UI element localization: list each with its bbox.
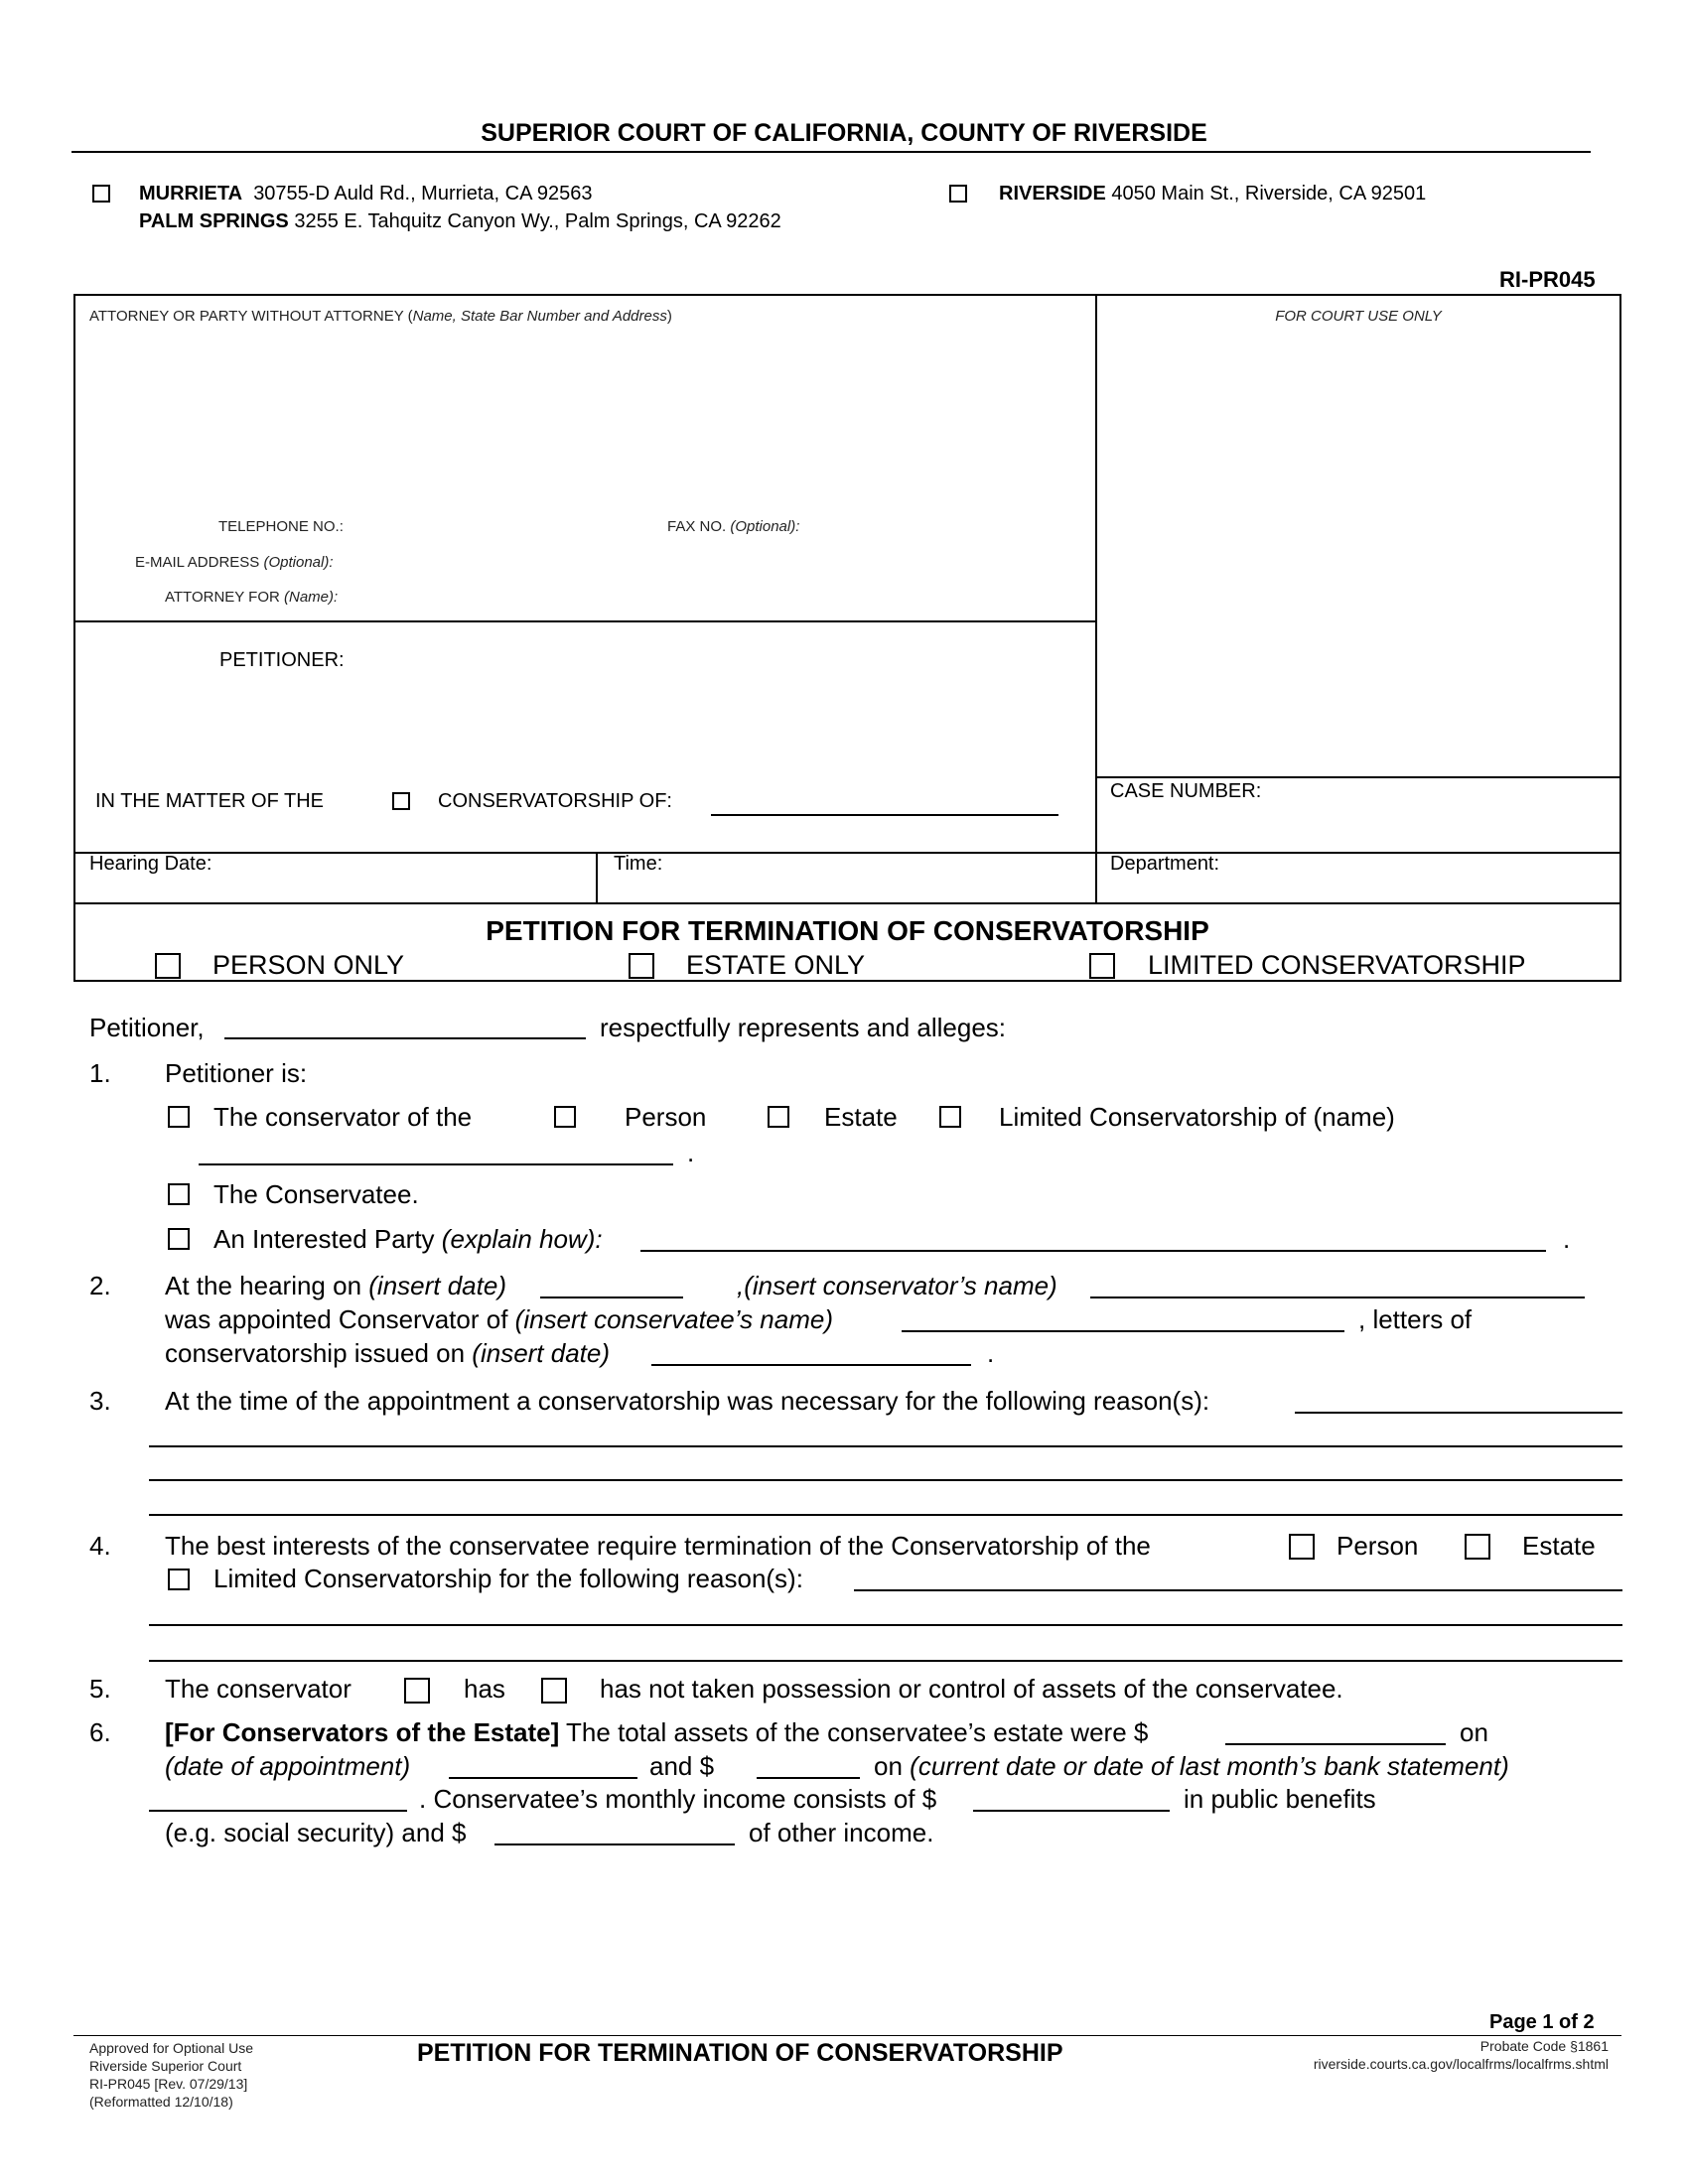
social-security-text: (e.g. social security) and $ [165, 1818, 467, 1847]
attorney-bottom-rule [73, 620, 1096, 622]
p1-estate-label: Estate [824, 1102, 898, 1132]
has-label: has [464, 1674, 505, 1704]
p1-period: . [687, 1138, 695, 1167]
murrieta-location: MURRIETA 30755-D Auld Rd., Murrieta, CA 92563 [139, 183, 593, 205]
has-checkbox[interactable] [404, 1678, 430, 1704]
conservator-text: The conservator [165, 1674, 352, 1704]
hearing-divider [596, 852, 598, 903]
has-not-text: has not taken possession or control of assets of the conservatee. [600, 1674, 1343, 1704]
estate-only-checkbox[interactable] [629, 953, 654, 979]
conservatee-name-field[interactable] [902, 1330, 1344, 1332]
conservatee-label: The Conservatee. [213, 1179, 419, 1209]
item-2-number: 2. [89, 1271, 111, 1300]
conservator-checkbox[interactable] [168, 1106, 190, 1128]
current-assets-field[interactable] [757, 1777, 860, 1779]
date-of-appointment-text: (date of appointment) [165, 1751, 411, 1781]
p1-limited-name-field[interactable] [199, 1163, 673, 1165]
estate-assets-text: [For Conservators of the Estate] The total assets of the conservatee’s estate were $ [165, 1717, 1149, 1747]
court-title: SUPERIOR COURT OF CALIFORNIA, COUNTY OF RIVERSIDE [481, 119, 1207, 147]
header-rule [71, 151, 1591, 153]
page-number: Page 1 of 2 [1489, 2011, 1595, 2033]
p2-period: . [987, 1338, 995, 1368]
interested-party-field[interactable] [640, 1250, 1546, 1252]
p4-person-label: Person [1336, 1531, 1419, 1561]
attorney-label: ATTORNEY OR PARTY WITHOUT ATTORNEY (Name, State Bar Number and Address) [89, 308, 672, 325]
murrieta-checkbox[interactable] [92, 185, 110, 203]
p4-limited-checkbox[interactable] [168, 1569, 190, 1590]
attorney-for-label: ATTORNEY FOR (Name): [165, 589, 339, 606]
footer-right: Probate Code §1861 riverside.courts.ca.gov/localfrms/localfrms.shtml [1132, 2037, 1609, 2073]
email-label: E-MAIL ADDRESS (Optional): [135, 554, 334, 571]
conservatee-checkbox[interactable] [168, 1183, 190, 1205]
petitioner-label: PETITIONER: [219, 649, 345, 671]
and-dollar-text: and $ [649, 1751, 715, 1781]
hearing-date-label: Hearing Date: [89, 853, 212, 875]
necessary-reasons-text: At the time of the appointment a conservatorship was necessary for the following reason(s): [165, 1386, 1210, 1416]
fax-label: FAX NO. (Optional): [667, 518, 800, 535]
termination-reasons-field-1[interactable] [854, 1589, 1622, 1591]
item-4-number: 4. [89, 1531, 111, 1561]
other-income-text: of other income. [749, 1818, 934, 1847]
caption-left-rule [73, 294, 75, 981]
hearing-on-text: At the hearing on (insert date) [165, 1271, 506, 1300]
court-website-link[interactable]: riverside.courts.ca.gov/localfrms/localfrms.shtml [1313, 2056, 1609, 2072]
hearing-date-field[interactable] [540, 1297, 683, 1298]
caption-divider [1095, 294, 1097, 902]
item-5-number: 5. [89, 1674, 111, 1704]
person-only-label: PERSON ONLY [212, 950, 405, 980]
p4-person-checkbox[interactable] [1289, 1534, 1315, 1560]
footer-left: Approved for Optional Use Riverside Superior Court RI-PR045 [Rev. 07/29/13] (Reformatted 12/10/18) [89, 2040, 253, 2110]
footer-title: PETITION FOR TERMINATION OF CONSERVATORSHIP [417, 2039, 1063, 2067]
conservatorship-of-label: CONSERVATORSHIP OF: [438, 790, 672, 812]
petitioner-intro: Petitioner, [89, 1013, 205, 1042]
conservator-name-field[interactable] [1090, 1297, 1585, 1298]
p4-limited-text: Limited Conservatorship for the following reason(s): [213, 1564, 803, 1593]
reasons-field-4[interactable] [149, 1514, 1622, 1516]
interested-party-label: An Interested Party (explain how): [213, 1224, 603, 1254]
p1-period-2: . [1563, 1224, 1571, 1254]
total-assets-field[interactable] [1225, 1743, 1446, 1745]
letters-of-text: , letters of [1358, 1304, 1473, 1334]
reasons-field-1[interactable] [1295, 1412, 1622, 1414]
conservator-name-text: ,(insert conservator’s name) [737, 1271, 1057, 1300]
hearing-top-rule [73, 852, 1621, 854]
petitioner-name-field[interactable] [224, 1037, 586, 1039]
p1-person-checkbox[interactable] [554, 1106, 576, 1128]
reasons-field-2[interactable] [149, 1445, 1622, 1447]
current-date-field[interactable] [149, 1810, 407, 1812]
current-date-text: on (current date or date of last month’s bank statement) [874, 1751, 1509, 1781]
has-not-checkbox[interactable] [541, 1678, 567, 1704]
issued-date-field[interactable] [651, 1364, 971, 1366]
riverside-location: RIVERSIDE 4050 Main St., Riverside, CA 92501 [999, 183, 1427, 205]
form-title: PETITION FOR TERMINATION OF CONSERVATORSHIP [486, 915, 1209, 946]
limited-label: LIMITED CONSERVATORSHIP [1148, 950, 1526, 980]
conservatorship-name-field[interactable] [711, 814, 1058, 816]
p1-limited-label: Limited Conservatorship of (name) [999, 1102, 1395, 1132]
reasons-field-3[interactable] [149, 1479, 1622, 1481]
limited-checkbox[interactable] [1089, 953, 1115, 979]
person-only-checkbox[interactable] [155, 953, 181, 979]
matter-of-label: IN THE MATTER OF THE [95, 790, 325, 812]
p4-estate-checkbox[interactable] [1465, 1534, 1490, 1560]
termination-reasons-field-2[interactable] [149, 1624, 1622, 1626]
issued-on-text: conservatorship issued on (insert date) [165, 1338, 611, 1368]
petitioner-is-label: Petitioner is: [165, 1058, 308, 1088]
best-interests-text: The best interests of the conservatee require termination of the Conservatorship of the [165, 1531, 1151, 1561]
time-label: Time: [614, 853, 663, 875]
public-benefits-field[interactable] [973, 1810, 1170, 1812]
p1-limited-checkbox[interactable] [939, 1106, 961, 1128]
p1-estate-checkbox[interactable] [768, 1106, 789, 1128]
conservatorship-checkbox[interactable] [392, 792, 410, 810]
appointed-text: was appointed Conservator of (insert conservatee’s name) [165, 1304, 833, 1334]
item-1-number: 1. [89, 1058, 111, 1088]
monthly-income-text: . Conservatee’s monthly income consists of $ [419, 1784, 937, 1814]
other-income-field[interactable] [494, 1843, 735, 1845]
on-text: on [1460, 1717, 1488, 1747]
telephone-label: TELEPHONE NO.: [218, 518, 344, 535]
termination-reasons-field-3[interactable] [149, 1660, 1622, 1662]
hearing-bottom-rule [73, 902, 1621, 904]
court-use-label: FOR COURT USE ONLY [1275, 308, 1442, 325]
department-label: Department: [1110, 853, 1220, 875]
p4-estate-label: Estate [1522, 1531, 1596, 1561]
case-number-label: CASE NUMBER: [1110, 780, 1262, 802]
form-id: RI-PR045 [1499, 267, 1596, 292]
public-benefits-text: in public benefits [1184, 1784, 1376, 1814]
item-6-number: 6. [89, 1717, 111, 1747]
item-3-number: 3. [89, 1386, 111, 1416]
riverside-checkbox[interactable] [949, 185, 967, 203]
appointment-date-field[interactable] [449, 1777, 637, 1779]
footer-rule [73, 2035, 1621, 2036]
respectfully-text: respectfully represents and alleges: [600, 1013, 1007, 1042]
conservator-label: The conservator of the [213, 1102, 473, 1132]
p1-person-label: Person [625, 1102, 707, 1132]
caption-top-rule [73, 294, 1621, 296]
court-use-bottom-rule [1095, 776, 1621, 778]
caption-right-rule [1619, 294, 1621, 981]
palm-springs-location: PALM SPRINGS 3255 E. Tahquitz Canyon Wy., Palm Springs, CA 92262 [139, 210, 781, 232]
estate-only-label: ESTATE ONLY [686, 950, 866, 980]
interested-party-checkbox[interactable] [168, 1228, 190, 1250]
